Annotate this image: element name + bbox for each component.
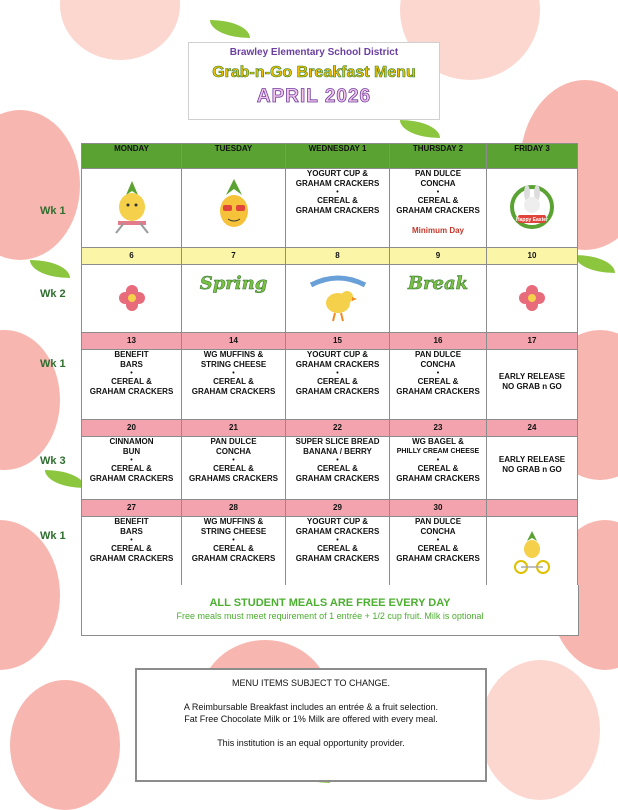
bullet: •: [130, 537, 133, 544]
menu-calendar: [81, 143, 578, 587]
bullet: •: [436, 189, 440, 196]
menu-cell: [82, 169, 182, 248]
leaf-icon: [45, 470, 85, 488]
menu-item: CEREAL &: [417, 196, 459, 205]
leaf-icon: [30, 260, 70, 278]
menu-item: GRAHAM CRACKERS: [295, 527, 380, 536]
menu-cell: [487, 265, 578, 333]
menu-cell: [286, 350, 390, 420]
menu-item: CEREAL &: [213, 464, 254, 473]
peach-decoration: [0, 110, 80, 260]
bullet: •: [336, 370, 339, 377]
week-label: Wk 1: [40, 530, 66, 542]
week-label: Wk 2: [40, 288, 66, 300]
menu-item: WG MUFFINS &: [203, 517, 264, 526]
date-cell: 17: [487, 333, 578, 350]
free-meals-note: [81, 585, 579, 636]
menu-item: GRAHAM CRACKERS: [295, 206, 380, 215]
bullet: •: [232, 537, 235, 544]
bullet: •: [232, 370, 235, 377]
menu-header: [188, 42, 440, 120]
menu-item: BARS: [120, 527, 143, 536]
menu-item: PAN DULCE: [414, 517, 462, 526]
leaf-icon: [400, 120, 440, 138]
menu-row: [82, 437, 578, 500]
menu-item: GRAHAM CRACKERS: [295, 179, 380, 188]
menu-item: CEREAL &: [317, 196, 358, 205]
date-row: [82, 248, 578, 265]
menu-item: BENEFIT: [114, 517, 149, 526]
flower-icon: [117, 283, 147, 313]
menu-cell: [487, 437, 578, 500]
menu-item: GRAHAM CRACKERS: [89, 387, 174, 396]
menu-item: CEREAL &: [111, 377, 152, 386]
menu-item: CEREAL &: [213, 544, 254, 553]
day-header: THURSDAY 2: [390, 144, 487, 169]
menu-title: Grab-n-Go Breakfast Menu: [212, 64, 416, 81]
menu-item: CEREAL &: [417, 377, 459, 386]
menu-item: PHILLY CREAM CHEESE: [396, 448, 480, 455]
menu-item: CEREAL &: [111, 544, 152, 553]
bullet: •: [336, 537, 339, 544]
peach-decoration: [0, 520, 60, 670]
notice-line: Fat Free Chocolate Milk or 1% Milk are offered with every meal.: [184, 714, 438, 724]
menu-item: GRAHAM CRACKERS: [191, 554, 276, 563]
menu-item: CINNAMON: [109, 437, 154, 446]
menu-item: STRING CHEESE: [200, 527, 267, 536]
menu-item: PAN DULCE: [414, 350, 462, 359]
menu-item: GRAHAM CRACKERS: [396, 206, 480, 215]
notice-box: [135, 668, 487, 782]
week-label: Wk 3: [40, 455, 66, 467]
day-header-row: [82, 144, 578, 169]
bullet: •: [336, 457, 339, 464]
date-cell: 13: [82, 333, 182, 350]
menu-cell: [182, 169, 286, 248]
bullet: •: [436, 457, 440, 464]
date-row: [82, 500, 578, 517]
menu-item: CEREAL &: [317, 544, 358, 553]
peach-decoration: [480, 660, 600, 800]
menu-item: STRING CHEESE: [200, 360, 267, 369]
day-header: WEDNESDAY 1: [286, 144, 390, 169]
date-cell: 21: [182, 420, 286, 437]
date-cell: 15: [286, 333, 390, 350]
free-meals-requirement: Free meals must meet requirement of 1 entrée + 1/2 cup fruit. Milk is optional: [176, 611, 484, 621]
menu-cell: [182, 350, 286, 420]
menu-item: CEREAL &: [417, 464, 459, 473]
menu-cell: [182, 265, 286, 333]
menu-item: CONCHA: [420, 360, 456, 369]
menu-item: WG MUFFINS &: [203, 350, 264, 359]
menu-item: YOGURT CUP &: [306, 169, 369, 178]
bullet: •: [436, 537, 440, 544]
menu-item: GRAHAM CRACKERS: [89, 474, 174, 483]
date-cell: 24: [487, 420, 578, 437]
menu-row: [82, 517, 578, 587]
date-cell: 22: [286, 420, 390, 437]
menu-item: GRAHAM CRACKERS: [396, 474, 480, 483]
date-cell: 23: [390, 420, 487, 437]
menu-item: GRAHAM CRACKERS: [396, 387, 480, 396]
minimum-day-note: Minimum Day: [411, 226, 464, 235]
menu-item: GRAHAM CRACKERS: [396, 554, 480, 563]
date-cell: 28: [182, 500, 286, 517]
menu-item: PAN DULCE: [414, 169, 462, 178]
menu-cell: [487, 350, 578, 420]
flower-icon: [517, 283, 547, 313]
date-cell: 30: [390, 500, 487, 517]
notice-line: This institution is an equal opportunity provider.: [217, 738, 405, 748]
date-row: [82, 420, 578, 437]
menu-cell: [390, 265, 487, 333]
bird-banner-icon: [303, 271, 373, 327]
bullet: •: [130, 370, 133, 377]
menu-item: CONCHA: [420, 527, 456, 536]
date-cell: 27: [82, 500, 182, 517]
menu-item: CEREAL &: [111, 464, 152, 473]
menu-item: EARLY RELEASE: [498, 455, 566, 464]
menu-item: PAN DULCE: [210, 437, 257, 446]
easter-bunny-icon: [504, 179, 560, 235]
spring-text: Spring: [199, 273, 268, 294]
district-name: Brawley Elementary School District: [229, 47, 399, 58]
menu-cell: [182, 437, 286, 500]
menu-item: NO GRAB n GO: [502, 382, 562, 391]
menu-cell: [390, 169, 487, 248]
day-header: MONDAY: [82, 144, 182, 169]
date-cell: [487, 500, 578, 517]
menu-cell: [487, 517, 578, 587]
menu-row: [82, 265, 578, 333]
peach-decoration: [0, 330, 60, 470]
week-label: Wk 1: [40, 205, 66, 217]
week-label: Wk 1: [40, 358, 66, 370]
peach-decoration: [10, 680, 120, 810]
menu-month: APRIL 2026: [256, 86, 372, 107]
pineapple-sunglasses-icon: [204, 177, 264, 237]
day-header: TUESDAY: [182, 144, 286, 169]
menu-item: GRAHAM CRACKERS: [295, 554, 380, 563]
easter-badge-text: Happy Easter: [516, 217, 548, 223]
menu-item: BENEFIT: [114, 350, 149, 359]
menu-item: CEREAL &: [213, 377, 254, 386]
free-meals-heading: ALL STUDENT MEALS ARE FREE EVERY DAY: [209, 597, 451, 609]
menu-cell: [286, 517, 390, 587]
menu-item: CEREAL &: [317, 377, 358, 386]
menu-cell: [82, 517, 182, 587]
menu-cell: [286, 169, 390, 248]
menu-item: NO GRAB n GO: [502, 465, 562, 474]
menu-cell: [390, 437, 487, 500]
menu-item: CEREAL &: [417, 544, 459, 553]
date-cell: 7: [182, 248, 286, 265]
menu-cell: [286, 265, 390, 333]
menu-cell: [487, 169, 578, 248]
date-cell: 10: [487, 248, 578, 265]
menu-item: GRAHAM CRACKERS: [295, 474, 380, 483]
date-cell: 29: [286, 500, 390, 517]
menu-cell: [390, 517, 487, 587]
date-cell: 8: [286, 248, 390, 265]
menu-item: EARLY RELEASE: [498, 372, 566, 381]
menu-cell: [390, 350, 487, 420]
menu-item: CEREAL &: [317, 464, 358, 473]
menu-cell: [82, 437, 182, 500]
menu-item: BUN: [122, 447, 141, 456]
menu-row: [82, 350, 578, 420]
menu-item: YOGURT CUP &: [306, 350, 369, 359]
bullet: •: [336, 189, 339, 196]
leaf-icon: [210, 20, 250, 38]
menu-item: YOGURT CUP &: [306, 517, 369, 526]
notice-line: A Reimbursable Breakfast includes an entrée & a fruit selection.: [183, 702, 439, 712]
menu-cell: [82, 350, 182, 420]
bullet: •: [436, 370, 440, 377]
menu-cell: [182, 517, 286, 587]
menu-item: GRAHAM CRACKERS: [295, 360, 380, 369]
menu-item: SUPER SLICE BREAD: [295, 437, 380, 446]
menu-item: GRAHAMS CRACKERS: [189, 474, 278, 483]
menu-item: WG BAGEL &: [412, 437, 464, 446]
date-cell: 9: [390, 248, 487, 265]
menu-item: GRAHAM CRACKERS: [295, 387, 380, 396]
menu-item: CONCHA: [420, 179, 456, 188]
menu-cell: [82, 265, 182, 333]
peach-decoration: [60, 0, 180, 60]
date-row: [82, 333, 578, 350]
leaf-icon: [575, 255, 615, 273]
date-cell: 20: [82, 420, 182, 437]
menu-item: CONCHA: [215, 447, 252, 456]
date-cell: 16: [390, 333, 487, 350]
menu-item: GRAHAM CRACKERS: [89, 554, 174, 563]
menu-row: [82, 169, 578, 248]
pineapple-bike-icon: [509, 529, 555, 575]
bullet: •: [130, 457, 133, 464]
break-text: Break: [407, 273, 469, 294]
pineapple-beach-icon: [102, 177, 162, 237]
day-header: FRIDAY 3: [487, 144, 578, 169]
date-cell: 6: [82, 248, 182, 265]
notice-line: MENU ITEMS SUBJECT TO CHANGE.: [231, 678, 391, 688]
menu-item: GRAHAM CRACKERS: [191, 387, 276, 396]
bullet: •: [232, 457, 235, 464]
date-cell: 14: [182, 333, 286, 350]
menu-item: BARS: [120, 360, 143, 369]
menu-cell: [286, 437, 390, 500]
menu-item: BANANA / BERRY: [303, 447, 372, 456]
